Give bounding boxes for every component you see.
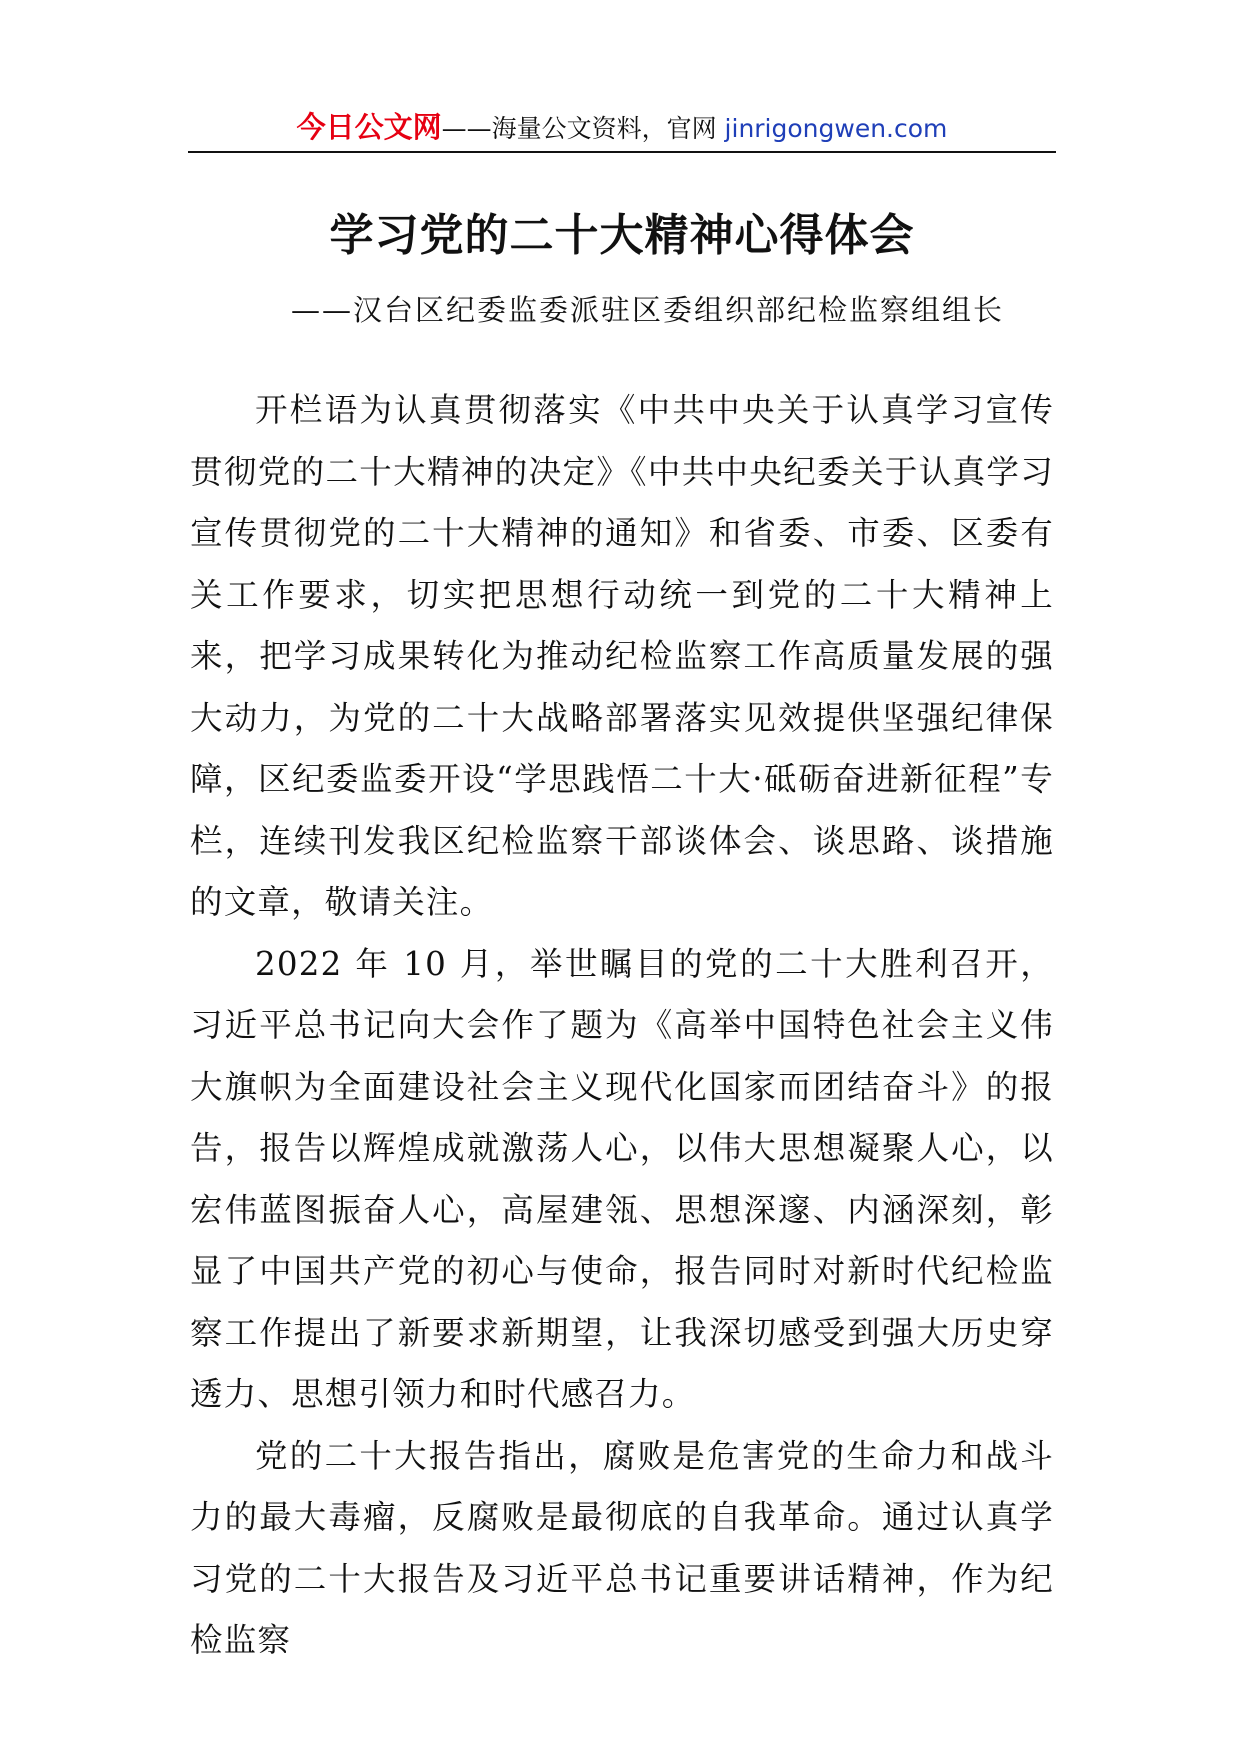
site-tagline: ——海量公文资料，官网 xyxy=(441,114,725,143)
site-header xyxy=(188,104,1056,150)
header-divider xyxy=(188,151,1056,153)
paragraph-congress: 2022 年 10 月，举世瞩目的党的二十大胜利召开，习近平总书记向大会作了题为《高举中国特色社会主义伟大旗帜为全面建设社会主义现代化国家而团结奋斗》的报告，报告以辉煌成就激荡人心，以伟大思想凝聚人心，以宏伟蓝图振奋人心，高屋建瓴、思想深邃、内涵深刻，彰显了中国共产党的初心与使命，报告同时对新时代纪检监察工作提出了新要求新期望，让我深切感受到强大历史穿透力、思想引领力和时代感召力。 xyxy=(190,944,1054,1413)
paragraph-anticorruption: 党的二十大报告指出，腐败是危害党的生命力和战斗力的最大毒瘤，反腐败是最彻底的自我革命。通过认真学习党的二十大报告及习近平总书记重要讲话精神，作为纪检监察 xyxy=(190,1436,1054,1659)
document-body xyxy=(190,380,1054,1672)
site-name: 今日公文网 xyxy=(296,110,442,144)
document-subtitle: ——汉台区纪委监委派驻区委组织部纪检监察组组长 xyxy=(290,293,1004,327)
site-url-link[interactable]: jinrigongwen.com xyxy=(724,114,948,143)
document-title: 学习党的二十大精神心得体会 xyxy=(329,210,915,261)
paragraph-intro: 开栏语为认真贯彻落实《中共中央关于认真学习宣传贯彻党的二十大精神的决定》《中共中央纪委关于认真学习宣传贯彻党的二十大精神的通知》和省委、市委、区委有关工作要求，切实把思想行动统一到党的二十大精神上来，把学习成果转化为推动纪检监察工作高质量发展的强大动力，为党的二十大战略部署落实见效提供坚强纪律保障，区纪委监委开设“学思践悟二十大·砥砺奋进新征程”专栏，连续刊发我区纪检监察干部谈体会、谈思路、谈措施的文章，敬请关注。 xyxy=(190,391,1054,921)
